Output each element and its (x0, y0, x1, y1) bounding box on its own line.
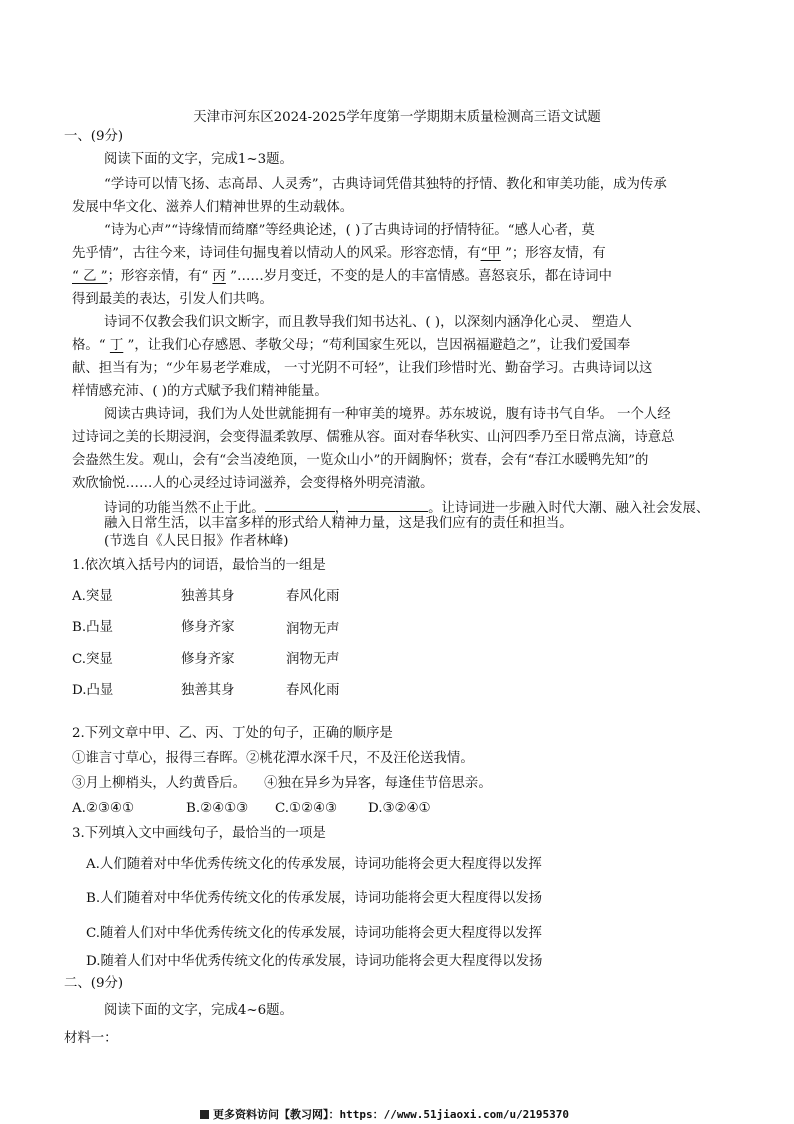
blank-yi: “ 乙 ” (72, 269, 108, 284)
paragraph-line: 得到最美的表达，引发人们共鸣。 (72, 292, 273, 307)
paragraph-line: “ 乙 ”；形容亲情，有“ 丙 ”……岁月变迁，不变的是人的丰富情感。喜怒哀乐，都在诗词中 (72, 269, 612, 284)
section-intro: 阅读下面的文字，完成4~6题。 (104, 1003, 293, 1018)
fill-blank (348, 497, 428, 512)
paragraph-line: 会盎然生发。观山，会有“会当凌绝顶，一览众山小”的开阔胸怀；赏春，会有“春江水暖鸭先知”的 (72, 453, 649, 468)
page-title: 天津市河东区2024-2025学年度第一学期期末质量检测高三语文试题 (193, 110, 601, 125)
q1-option-word: 润物无声 (286, 652, 340, 667)
q3-option: A.人们随着对中华优秀传统文化的传承发展，诗词功能将会更大程度得以发挥 (86, 857, 542, 872)
blank-ding: 丁 (109, 338, 124, 353)
q3-option: C.随着人们对中华优秀传统文化的传承发展，诗词功能将会更大程度得以发挥 (86, 926, 542, 941)
section-intro: 阅读下面的文字，完成1~3题。 (104, 152, 293, 167)
paragraph-line: 欢欣愉悦……人的心灵经过诗词滋养，会变得格外明亮清澈。 (72, 476, 434, 491)
paragraph-line: 发展中华文化、滋养人们精神世界的生动载体。 (72, 200, 354, 215)
paragraph-line: 阅读古典诗词，我们为人处世就能拥有一种审美的境界。苏东坡说，腹有诗书气自华。 一个人经 (104, 407, 671, 422)
q1-option-word: 修身齐家 (181, 652, 235, 667)
q1-option-word: 春风化雨 (286, 683, 340, 698)
paragraph-line: “学诗可以情飞扬、志高昂、人灵秀”，古典诗词凭借其独特的抒情、教化和审美功能，成为传承 (104, 177, 667, 192)
paragraph-line: 献、担当有为；“少年易老学难成， 一寸光阴不可轻”，让我们珍惜时光、勤奋学习。古典诗词以这 (72, 361, 653, 376)
flag-icon (200, 1110, 209, 1119)
q1-option-word: 独善其身 (181, 683, 235, 698)
paragraph-line: 先乎情”，古往今来，诗词佳句掘曳着以情动人的风采。形容恋情，有“甲 ”；形容友情，有 (72, 246, 606, 261)
q2-option: A.②③④① (72, 801, 134, 816)
paragraph-line: 过诗词之美的长期浸润，会变得温柔敦厚、儒雅从容。面对春华秋实、山河四季乃至日常点滴，诗意总 (72, 430, 675, 445)
paragraph-line: “诗为心声”“诗缘情而绮靡”等经典论述，( )了古典诗词的抒情特征。“感人心者，莫 (104, 223, 595, 238)
question-2-stem: 2.下列文章中甲、乙、丙、丁处的句子，正确的顺序是 (72, 726, 393, 741)
question-1-stem: 1.依次填入括号内的词语，最恰当的一组是 (72, 558, 326, 573)
q2-choice-line: ①谁言寸草心，报得三春晖。②桃花潭水深千尺，不及汪伦送我情。 (72, 751, 474, 766)
q1-option-label: B.凸显 (72, 620, 113, 635)
paragraph-line: 格。“ 丁 ”，让我们心存感恩、孝敬父母；“苟利国家生死以，岂因祸福避趋之”，让我们爱国奉 (72, 338, 631, 353)
fill-blank (265, 497, 335, 512)
q3-option: D.随着人们对中华优秀传统文化的传承发展，诗词功能将会更大程度得以发扬 (86, 954, 543, 969)
q1-option-word: 修身齐家 (181, 620, 235, 635)
paragraph-line: 诗词的功能当然不止于此。 ， 。让诗词进一步融入时代大潮、融入社会发展、 (104, 497, 709, 518)
q1-option-word: 独善其身 (181, 589, 235, 604)
paragraph-line: 诗词不仅教会我们识文断字，而且教导我们知书达礼、( )，以深刻内涵净化心灵、 塑造人 (104, 315, 632, 330)
q1-option-label: D.凸显 (72, 683, 114, 698)
blank-jia: “甲 (480, 246, 501, 261)
blank-bing: 丙 (212, 269, 226, 284)
q2-option: B.②④①③ (186, 801, 249, 816)
q1-option-label: C.突显 (72, 652, 113, 667)
question-3-stem: 3.下列填入文中画线句子，最恰当的一项是 (72, 826, 326, 841)
q1-option-word: 春风化雨 (286, 589, 340, 604)
paragraph-line: 融入日常生活，以丰富多样的形式给人精神力量，这是我们应有的责任和担当。 (104, 516, 573, 531)
paragraph-line: 样情感充沛、( )的方式赋予我们精神能量。 (72, 384, 328, 399)
section-heading: 一、(9分) (64, 129, 124, 144)
q3-option: B.人们随着对中华优秀传统文化的传承发展，诗词功能将会更大程度得以发扬 (86, 891, 542, 906)
footer-text: 更多资料访问【教习网】：https：//www.51jiaoxi.com/u/2195370 (213, 1108, 570, 1121)
q2-choice-line: ③月上柳梢头，人约黄昏后。 ④独在异乡为异客，每逢佳节倍思亲。 (72, 776, 492, 791)
section-heading: 二、(9分) (64, 976, 124, 991)
footer-link[interactable] (200, 1106, 569, 1122)
source-note: (节选自《人民日报》作者林峰) (104, 534, 289, 549)
q2-option: D.③②④① (368, 801, 431, 816)
q1-option-word: 润物无声 (286, 622, 340, 637)
q1-option-label: A.突显 (72, 589, 113, 604)
material-label: 材料一： (64, 1031, 118, 1046)
q2-option: C.①②④③ (275, 801, 338, 816)
